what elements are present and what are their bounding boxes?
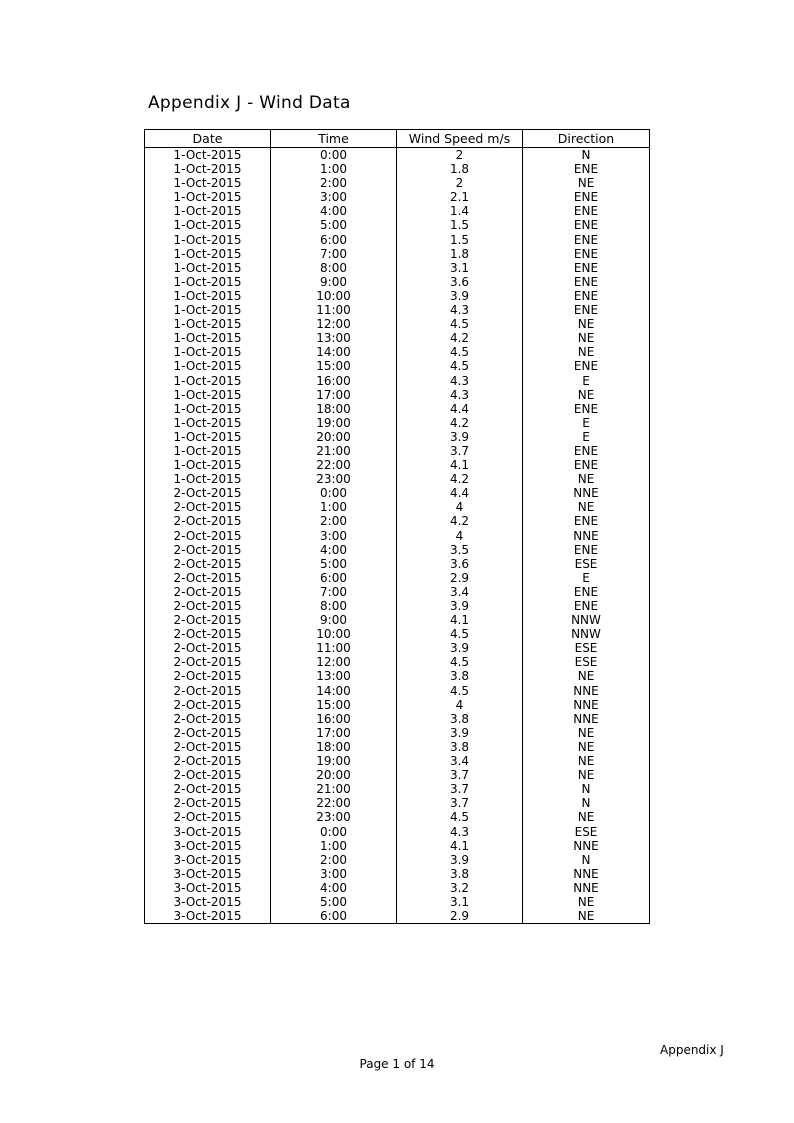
table-row <box>145 796 650 810</box>
direction-cell: NNE <box>523 684 650 698</box>
direction-cell: NE <box>523 754 650 768</box>
table-row <box>145 247 650 261</box>
wind-speed-cell: 3.8 <box>397 669 523 683</box>
time-cell: 9:00 <box>271 275 397 289</box>
time-cell: 5:00 <box>271 218 397 232</box>
wind-speed-cell: 3.9 <box>397 289 523 303</box>
direction-cell: E <box>523 571 650 585</box>
direction-cell: ENE <box>523 289 650 303</box>
wind-speed-cell: 3.2 <box>397 881 523 895</box>
wind-speed-cell: 3.7 <box>397 444 523 458</box>
wind-speed-cell: 3.9 <box>397 430 523 444</box>
wind-speed-cell: 2.9 <box>397 909 523 924</box>
wind-speed-cell: 3.7 <box>397 796 523 810</box>
table-row <box>145 613 650 627</box>
wind-speed-cell: 2 <box>397 176 523 190</box>
table-row <box>145 585 650 599</box>
time-cell: 5:00 <box>271 557 397 571</box>
date-cell: 1-Oct-2015 <box>145 416 271 430</box>
table-row <box>145 571 650 585</box>
time-cell: 15:00 <box>271 698 397 712</box>
table-row <box>145 543 650 557</box>
wind-speed-cell: 4.5 <box>397 359 523 373</box>
date-cell: 1-Oct-2015 <box>145 190 271 204</box>
date-cell: 2-Oct-2015 <box>145 514 271 528</box>
wind-speed-cell: 1.8 <box>397 162 523 176</box>
date-cell: 3-Oct-2015 <box>145 909 271 924</box>
time-cell: 2:00 <box>271 853 397 867</box>
table-row <box>145 148 650 163</box>
wind-speed-cell: 4.1 <box>397 458 523 472</box>
direction-cell: NE <box>523 176 650 190</box>
direction-cell: ENE <box>523 303 650 317</box>
table-row <box>145 162 650 176</box>
date-cell: 2-Oct-2015 <box>145 641 271 655</box>
table-row <box>145 712 650 726</box>
table-row <box>145 529 650 543</box>
time-cell: 10:00 <box>271 627 397 641</box>
date-cell: 1-Oct-2015 <box>145 233 271 247</box>
wind-speed-cell: 1.5 <box>397 233 523 247</box>
direction-cell: NE <box>523 331 650 345</box>
table-row <box>145 853 650 867</box>
wind-speed-cell: 4.2 <box>397 472 523 486</box>
date-cell: 1-Oct-2015 <box>145 472 271 486</box>
time-cell: 0:00 <box>271 486 397 500</box>
wind-speed-cell: 4.5 <box>397 317 523 331</box>
time-cell: 6:00 <box>271 571 397 585</box>
date-cell: 1-Oct-2015 <box>145 247 271 261</box>
date-cell: 2-Oct-2015 <box>145 684 271 698</box>
table-row <box>145 458 650 472</box>
table-row <box>145 895 650 909</box>
time-cell: 23:00 <box>271 472 397 486</box>
direction-cell: NE <box>523 388 650 402</box>
time-cell: 4:00 <box>271 881 397 895</box>
time-cell: 0:00 <box>271 148 397 163</box>
direction-cell: NE <box>523 669 650 683</box>
wind-speed-cell: 2 <box>397 148 523 163</box>
page-number: Page 1 of 14 <box>359 1057 435 1071</box>
wind-speed-cell: 4.3 <box>397 388 523 402</box>
table-row <box>145 839 650 853</box>
time-cell: 19:00 <box>271 416 397 430</box>
time-cell: 23:00 <box>271 810 397 824</box>
date-cell: 2-Oct-2015 <box>145 500 271 514</box>
table-header-row <box>145 130 650 148</box>
table-row <box>145 402 650 416</box>
direction-cell: ENE <box>523 585 650 599</box>
wind-speed-cell: 3.9 <box>397 853 523 867</box>
table-row <box>145 204 650 218</box>
wind-speed-cell: 4 <box>397 698 523 712</box>
wind-speed-cell: 2.9 <box>397 571 523 585</box>
time-cell: 7:00 <box>271 247 397 261</box>
wind-speed-cell: 3.4 <box>397 754 523 768</box>
date-cell: 2-Oct-2015 <box>145 529 271 543</box>
direction-cell: ENE <box>523 458 650 472</box>
time-cell: 6:00 <box>271 233 397 247</box>
table-row <box>145 810 650 824</box>
direction-cell: E <box>523 416 650 430</box>
direction-cell: NNE <box>523 529 650 543</box>
date-cell: 1-Oct-2015 <box>145 444 271 458</box>
date-cell: 2-Oct-2015 <box>145 669 271 683</box>
time-cell: 14:00 <box>271 684 397 698</box>
wind-speed-cell: 3.5 <box>397 543 523 557</box>
wind-speed-cell: 2.1 <box>397 190 523 204</box>
table-row <box>145 472 650 486</box>
time-cell: 18:00 <box>271 740 397 754</box>
time-cell: 11:00 <box>271 303 397 317</box>
table-row <box>145 416 650 430</box>
table-row <box>145 317 650 331</box>
direction-cell: ENE <box>523 402 650 416</box>
table-row <box>145 825 650 839</box>
date-cell: 3-Oct-2015 <box>145 895 271 909</box>
direction-cell: ESE <box>523 825 650 839</box>
table-row <box>145 190 650 204</box>
direction-cell: ENE <box>523 261 650 275</box>
wind-speed-cell: 4 <box>397 500 523 514</box>
table-row <box>145 641 650 655</box>
table-row <box>145 345 650 359</box>
date-cell: 3-Oct-2015 <box>145 853 271 867</box>
direction-cell: ENE <box>523 359 650 373</box>
time-cell: 20:00 <box>271 768 397 782</box>
time-cell: 16:00 <box>271 374 397 388</box>
wind-speed-cell: 4.1 <box>397 613 523 627</box>
wind-speed-cell: 1.8 <box>397 247 523 261</box>
direction-cell: E <box>523 430 650 444</box>
direction-cell: ENE <box>523 444 650 458</box>
table-row <box>145 486 650 500</box>
table-row <box>145 261 650 275</box>
time-cell: 14:00 <box>271 345 397 359</box>
time-cell: 18:00 <box>271 402 397 416</box>
table-row <box>145 514 650 528</box>
date-cell: 1-Oct-2015 <box>145 275 271 289</box>
date-cell: 2-Oct-2015 <box>145 768 271 782</box>
table-row <box>145 233 650 247</box>
wind-speed-cell: 4.5 <box>397 810 523 824</box>
time-cell: 1:00 <box>271 500 397 514</box>
wind-speed-cell: 3.1 <box>397 261 523 275</box>
date-cell: 1-Oct-2015 <box>145 402 271 416</box>
time-cell: 3:00 <box>271 867 397 881</box>
direction-cell: NNW <box>523 613 650 627</box>
time-cell: 13:00 <box>271 331 397 345</box>
wind-speed-cell: 4.5 <box>397 345 523 359</box>
date-cell: 3-Oct-2015 <box>145 825 271 839</box>
date-cell: 2-Oct-2015 <box>145 486 271 500</box>
time-cell: 6:00 <box>271 909 397 924</box>
column-header-time: Time <box>271 130 397 148</box>
direction-cell: NE <box>523 726 650 740</box>
table-row <box>145 303 650 317</box>
time-cell: 2:00 <box>271 176 397 190</box>
date-cell: 1-Oct-2015 <box>145 204 271 218</box>
time-cell: 2:00 <box>271 514 397 528</box>
time-cell: 21:00 <box>271 444 397 458</box>
direction-cell: N <box>523 853 650 867</box>
time-cell: 12:00 <box>271 655 397 669</box>
time-cell: 22:00 <box>271 796 397 810</box>
time-cell: 1:00 <box>271 839 397 853</box>
date-cell: 1-Oct-2015 <box>145 148 271 163</box>
wind-speed-cell: 4.4 <box>397 402 523 416</box>
date-cell: 2-Oct-2015 <box>145 740 271 754</box>
date-cell: 2-Oct-2015 <box>145 782 271 796</box>
time-cell: 17:00 <box>271 726 397 740</box>
date-cell: 2-Oct-2015 <box>145 698 271 712</box>
direction-cell: E <box>523 374 650 388</box>
table-row <box>145 374 650 388</box>
table-row <box>145 669 650 683</box>
table-row <box>145 909 650 924</box>
table-row <box>145 218 650 232</box>
direction-cell: NE <box>523 810 650 824</box>
direction-cell: NE <box>523 768 650 782</box>
date-cell: 1-Oct-2015 <box>145 458 271 472</box>
wind-speed-cell: 4.5 <box>397 627 523 641</box>
table-row <box>145 557 650 571</box>
date-cell: 1-Oct-2015 <box>145 218 271 232</box>
wind-speed-cell: 1.5 <box>397 218 523 232</box>
time-cell: 16:00 <box>271 712 397 726</box>
wind-speed-cell: 3.8 <box>397 712 523 726</box>
wind-speed-cell: 3.8 <box>397 740 523 754</box>
date-cell: 2-Oct-2015 <box>145 585 271 599</box>
wind-speed-cell: 3.9 <box>397 726 523 740</box>
time-cell: 9:00 <box>271 613 397 627</box>
wind-speed-cell: 3.4 <box>397 585 523 599</box>
date-cell: 2-Oct-2015 <box>145 796 271 810</box>
table-row <box>145 782 650 796</box>
time-cell: 1:00 <box>271 162 397 176</box>
table-row <box>145 289 650 303</box>
table-row <box>145 176 650 190</box>
time-cell: 3:00 <box>271 529 397 543</box>
time-cell: 0:00 <box>271 825 397 839</box>
wind-data-table <box>144 129 650 924</box>
direction-cell: ESE <box>523 557 650 571</box>
table-row <box>145 627 650 641</box>
direction-cell: NE <box>523 909 650 924</box>
direction-cell: ENE <box>523 514 650 528</box>
date-cell: 1-Oct-2015 <box>145 162 271 176</box>
table-row <box>145 430 650 444</box>
wind-speed-cell: 3.9 <box>397 599 523 613</box>
date-cell: 1-Oct-2015 <box>145 176 271 190</box>
date-cell: 1-Oct-2015 <box>145 430 271 444</box>
direction-cell: NNE <box>523 881 650 895</box>
date-cell: 3-Oct-2015 <box>145 867 271 881</box>
direction-cell: N <box>523 782 650 796</box>
date-cell: 1-Oct-2015 <box>145 303 271 317</box>
direction-cell: ENE <box>523 190 650 204</box>
wind-speed-cell: 3.7 <box>397 768 523 782</box>
table-row <box>145 754 650 768</box>
direction-cell: ENE <box>523 204 650 218</box>
time-cell: 12:00 <box>271 317 397 331</box>
page-title: Appendix J - Wind Data <box>148 93 351 113</box>
table-row <box>145 684 650 698</box>
table-row <box>145 599 650 613</box>
column-header-wind-speed: Wind Speed m/s <box>397 130 523 148</box>
table-row <box>145 768 650 782</box>
date-cell: 3-Oct-2015 <box>145 881 271 895</box>
wind-speed-cell: 3.7 <box>397 782 523 796</box>
direction-cell: NE <box>523 317 650 331</box>
time-cell: 13:00 <box>271 669 397 683</box>
wind-speed-cell: 3.1 <box>397 895 523 909</box>
direction-cell: ENE <box>523 218 650 232</box>
column-header-date: Date <box>145 130 271 148</box>
table-row <box>145 881 650 895</box>
date-cell: 1-Oct-2015 <box>145 374 271 388</box>
time-cell: 8:00 <box>271 261 397 275</box>
footer-appendix-label: Appendix J <box>660 1043 724 1057</box>
wind-speed-cell: 4.2 <box>397 416 523 430</box>
date-cell: 1-Oct-2015 <box>145 317 271 331</box>
direction-cell: NE <box>523 472 650 486</box>
table-row <box>145 275 650 289</box>
date-cell: 1-Oct-2015 <box>145 345 271 359</box>
wind-speed-cell: 4 <box>397 529 523 543</box>
table-row <box>145 359 650 373</box>
direction-cell: ENE <box>523 233 650 247</box>
date-cell: 2-Oct-2015 <box>145 599 271 613</box>
direction-cell: ENE <box>523 162 650 176</box>
wind-speed-cell: 4.3 <box>397 303 523 317</box>
table-body <box>145 148 650 924</box>
time-cell: 11:00 <box>271 641 397 655</box>
date-cell: 2-Oct-2015 <box>145 627 271 641</box>
wind-speed-cell: 3.9 <box>397 641 523 655</box>
date-cell: 2-Oct-2015 <box>145 543 271 557</box>
date-cell: 2-Oct-2015 <box>145 810 271 824</box>
table-row <box>145 655 650 669</box>
time-cell: 8:00 <box>271 599 397 613</box>
table-row <box>145 444 650 458</box>
date-cell: 1-Oct-2015 <box>145 261 271 275</box>
time-cell: 19:00 <box>271 754 397 768</box>
time-cell: 17:00 <box>271 388 397 402</box>
time-cell: 20:00 <box>271 430 397 444</box>
table-row <box>145 867 650 881</box>
direction-cell: N <box>523 796 650 810</box>
direction-cell: ENE <box>523 543 650 557</box>
date-cell: 2-Oct-2015 <box>145 571 271 585</box>
date-cell: 2-Oct-2015 <box>145 655 271 669</box>
direction-cell: NE <box>523 500 650 514</box>
date-cell: 3-Oct-2015 <box>145 839 271 853</box>
date-cell: 1-Oct-2015 <box>145 359 271 373</box>
table-row <box>145 698 650 712</box>
time-cell: 5:00 <box>271 895 397 909</box>
wind-speed-cell: 4.3 <box>397 825 523 839</box>
direction-cell: NNE <box>523 698 650 712</box>
direction-cell: NNE <box>523 712 650 726</box>
direction-cell: ENE <box>523 247 650 261</box>
table-row <box>145 740 650 754</box>
time-cell: 4:00 <box>271 204 397 218</box>
direction-cell: NE <box>523 740 650 754</box>
table-row <box>145 726 650 740</box>
wind-speed-cell: 3.6 <box>397 275 523 289</box>
date-cell: 1-Oct-2015 <box>145 331 271 345</box>
wind-speed-cell: 4.3 <box>397 374 523 388</box>
wind-speed-cell: 4.5 <box>397 684 523 698</box>
wind-speed-cell: 3.8 <box>397 867 523 881</box>
direction-cell: NNW <box>523 627 650 641</box>
direction-cell: NNE <box>523 839 650 853</box>
direction-cell: N <box>523 148 650 163</box>
wind-speed-cell: 4.2 <box>397 514 523 528</box>
wind-speed-cell: 4.2 <box>397 331 523 345</box>
time-cell: 10:00 <box>271 289 397 303</box>
date-cell: 2-Oct-2015 <box>145 613 271 627</box>
direction-cell: NNE <box>523 867 650 881</box>
direction-cell: ESE <box>523 641 650 655</box>
direction-cell: ENE <box>523 599 650 613</box>
direction-cell: ESE <box>523 655 650 669</box>
column-header-direction: Direction <box>523 130 650 148</box>
direction-cell: NNE <box>523 486 650 500</box>
date-cell: 2-Oct-2015 <box>145 726 271 740</box>
wind-speed-cell: 4.1 <box>397 839 523 853</box>
date-cell: 2-Oct-2015 <box>145 557 271 571</box>
table-row <box>145 500 650 514</box>
time-cell: 22:00 <box>271 458 397 472</box>
date-cell: 2-Oct-2015 <box>145 712 271 726</box>
direction-cell: NE <box>523 345 650 359</box>
time-cell: 7:00 <box>271 585 397 599</box>
direction-cell: NE <box>523 895 650 909</box>
wind-speed-cell: 4.5 <box>397 655 523 669</box>
direction-cell: ENE <box>523 275 650 289</box>
time-cell: 4:00 <box>271 543 397 557</box>
date-cell: 1-Oct-2015 <box>145 388 271 402</box>
time-cell: 3:00 <box>271 190 397 204</box>
time-cell: 21:00 <box>271 782 397 796</box>
wind-speed-cell: 1.4 <box>397 204 523 218</box>
table-row <box>145 331 650 345</box>
date-cell: 2-Oct-2015 <box>145 754 271 768</box>
wind-speed-cell: 4.4 <box>397 486 523 500</box>
wind-speed-cell: 3.6 <box>397 557 523 571</box>
table-row <box>145 388 650 402</box>
time-cell: 15:00 <box>271 359 397 373</box>
date-cell: 1-Oct-2015 <box>145 289 271 303</box>
